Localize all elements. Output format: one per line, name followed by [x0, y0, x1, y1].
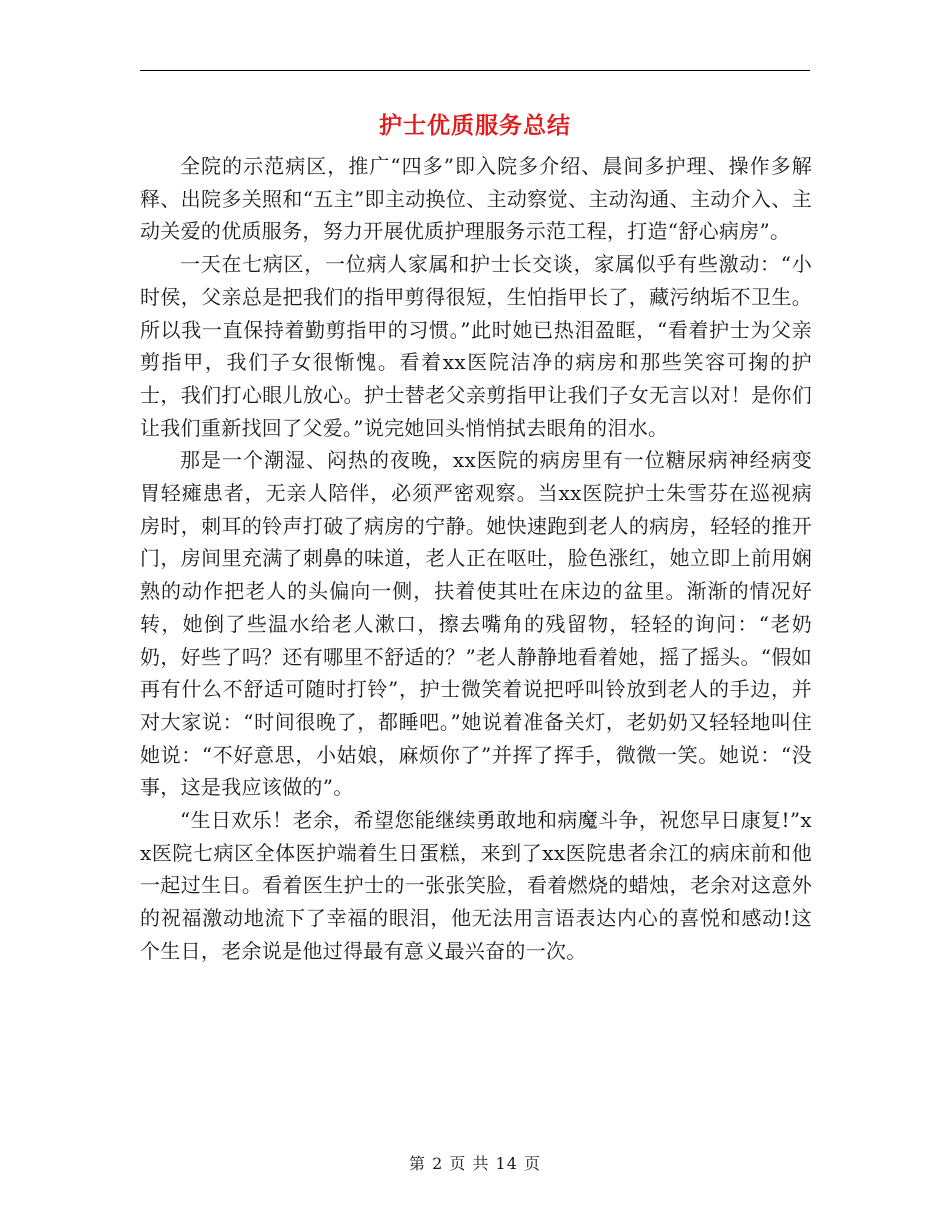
paragraph-1: 全院的示范病区，推广“四多”即入院多介绍、晨间多护理、操作多解释、出院多关照和“五主”即主动换位、主动察觉、主动沟通、主动介入、主动关爱的优质服务，努力开展优质护理服务示范工程，打造“舒心病房”。 [140, 154, 812, 244]
document-title: 护士优质服务总结 [379, 112, 571, 139]
paragraph-4: “生日欢乐！老余，希望您能继续勇敢地和病魔斗争，祝您早日康复!”xx医院七病区全体医护端着生日蛋糕，来到了xx医院患者余江的病床前和他一起过生日。看着医生护士的一张张笑脸，看着燃烧的蜡烛，老余对这意外的祝福激动地流下了幸福的眼泪，他无法用言语表达内心的喜悦和感动!这个生日，老余说是他过得最有意义最兴奋的一次。 [140, 808, 812, 963]
header-rule [140, 70, 810, 71]
paragraph-2: 一天在七病区，一位病人家属和护士长交谈，家属似乎有些激动：“小时侯，父亲总是把我们的指甲剪得很短，生怕指甲长了，藏污纳垢不卫生。所以我一直保持着勤剪指甲的习惯。”此时她已热泪盈眶，“看着护士为父亲剪指甲，我们子女很惭愧。看着xx医院洁净的病房和那些笑容可掬的护士，我们打心眼儿放心。护士替老父亲剪指甲让我们子女无言以对！是你们让我们重新找回了父爱。”说完她回头悄悄拭去眼角的泪水。 [140, 252, 812, 440]
page-number: 第 2 页 共 14 页 [409, 1154, 541, 1173]
paragraph-3: 那是一个潮湿、闷热的夜晚，xx医院的病房里有一位糖尿病神经病变胃轻瘫患者，无亲人陪伴，必须严密观察。当xx医院护士朱雪芬在巡视病房时，刺耳的铃声打破了病房的宁静。她快速跑到老人的病房，轻轻的推开门，房间里充满了刺鼻的味道，老人正在呕吐，脸色涨红，她立即上前用娴熟的动作把老人的头偏向一侧，扶着使其吐在床边的盆里。渐渐的情况好转，她倒了些温水给老人漱口，擦去嘴角的残留物，轻轻的询问：“老奶奶，好些了吗？还有哪里不舒适的？”老人静静地看着她，摇了摇头。“假如再有什么不舒适可随时打铃”，护士微笑着说把呼叫铃放到老人的手边，并对大家说：“时间很晚了，都睡吧。”她说着准备关灯，老奶奶又轻轻地叫住她说：“不好意思，小姑娘，麻烦你了”并挥了挥手，微微一笑。她说：“没事，这是我应该做的”。 [140, 448, 812, 800]
document-body [140, 150, 812, 968]
